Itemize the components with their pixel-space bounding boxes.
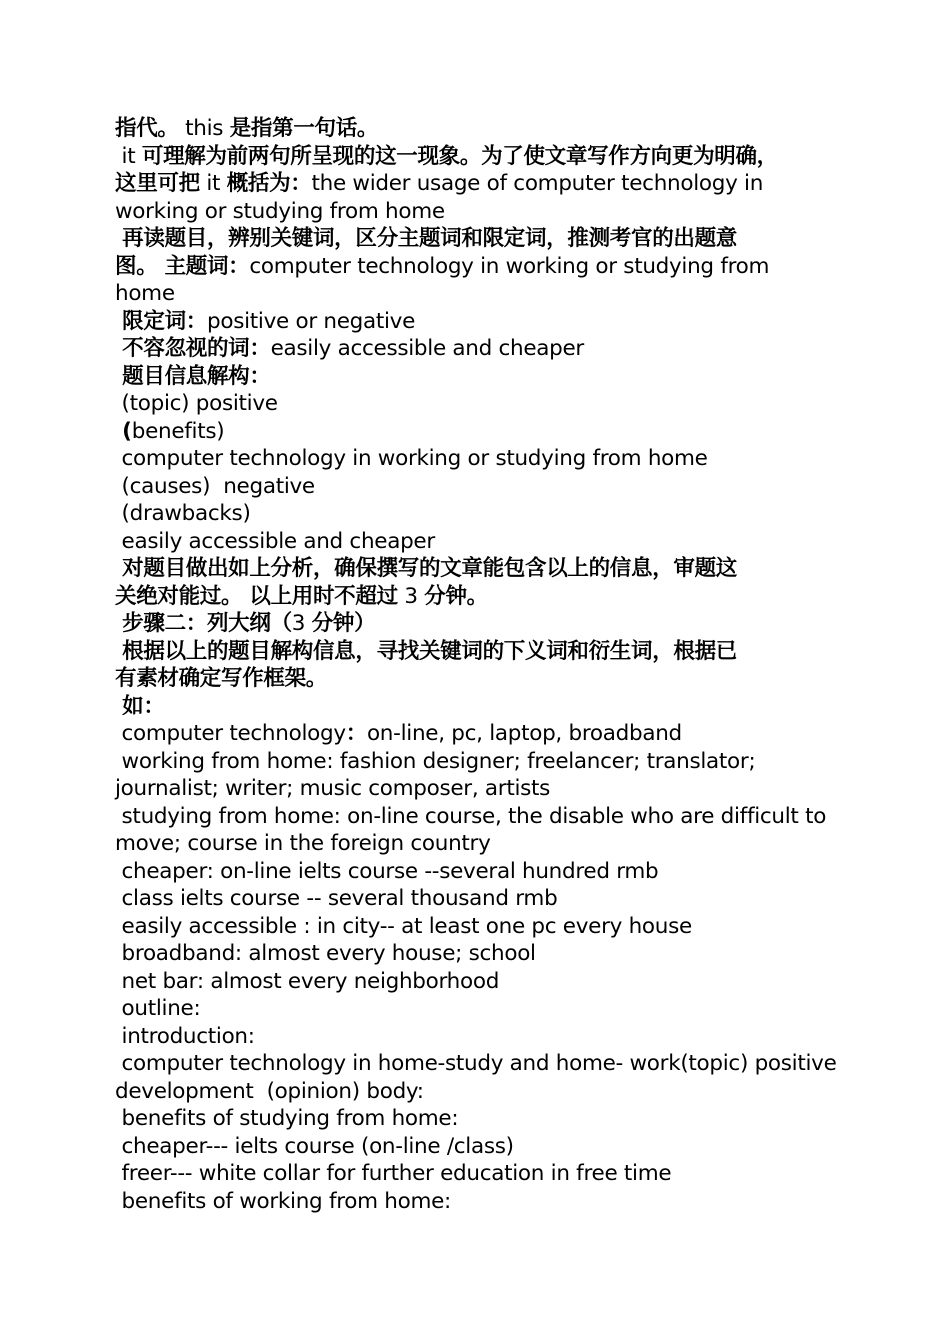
text-line — [115, 308, 845, 336]
text-line — [115, 1188, 845, 1216]
text-line — [115, 940, 845, 968]
text-line — [115, 555, 845, 583]
text-segment: positive or negative — [207, 308, 416, 334]
text-segment: freer--- white collar for further education in free time — [115, 1161, 672, 1186]
text-segment: computer technology in home-study and home- work(topic) positive — [115, 1051, 837, 1076]
text-segment: computer technology — [115, 721, 346, 746]
text-segment: home — [115, 281, 175, 306]
text-segment: cheaper--- ielts course (on-line /class) — [115, 1133, 514, 1159]
text-line — [115, 803, 845, 831]
text-line — [115, 225, 845, 253]
text-line — [115, 528, 845, 556]
text-line — [115, 583, 845, 611]
text-segment: easily accessible and cheaper — [270, 336, 584, 361]
bold-text-segment: 步骤二：列大纲（ — [115, 611, 292, 636]
text-segment: (causes) negative — [115, 473, 315, 499]
bold-text-segment: 分钟。 — [424, 583, 488, 609]
text-segment: easily accessible : in city-- at least one pc every house — [115, 913, 692, 939]
bold-text-segment: 概括为： — [226, 171, 312, 196]
text-line — [115, 1078, 845, 1106]
text-segment: easily accessible and cheaper — [115, 528, 435, 554]
text-line — [115, 665, 845, 693]
text-segment: class ielts course -- several thousand rmb — [115, 886, 558, 911]
text-segment: broadband: almost every house; school — [115, 941, 536, 966]
text-line — [115, 1023, 845, 1051]
text-segment: it — [199, 171, 227, 196]
text-segment: benefits of working from home: — [115, 1188, 452, 1214]
text-line — [115, 363, 845, 391]
text-line — [115, 418, 845, 446]
text-segment: working from home: fashion designer; freelancer; translator; — [115, 748, 756, 774]
bold-text-segment: 是指第一句话。 — [229, 116, 379, 141]
bold-text-segment: ： — [345, 721, 367, 746]
text-line — [115, 1050, 845, 1078]
text-segment: outline: — [115, 996, 201, 1021]
bold-text-segment: 有素材确定写作框架。 — [115, 666, 328, 691]
bold-text-segment: 再读题目，辨别关键词，区分主题词和限定词，推测考官的出题意 — [115, 226, 737, 251]
text-line — [115, 775, 845, 803]
text-segment: (drawbacks) — [115, 501, 251, 526]
text-line — [115, 995, 845, 1023]
bold-text-segment: 根据以上的题目解构信息，寻找关键词的下义词和衍生词，根据已 — [115, 638, 737, 664]
text-line — [115, 1160, 845, 1188]
bold-text-segment: 可理解为前两句所呈现的这一现象。为了使文章写作方向更为明确， — [141, 143, 778, 169]
text-segment: this — [178, 116, 230, 141]
text-line — [115, 885, 845, 913]
text-segment: introduction: — [115, 1023, 255, 1049]
text-line — [115, 748, 845, 776]
text-segment: benefits of studying from home: — [115, 1106, 459, 1131]
bold-text-segment: 图。 主题词： — [115, 253, 250, 279]
document-page — [115, 115, 845, 1215]
text-segment: development (opinion) body: — [115, 1078, 424, 1104]
text-line — [115, 830, 845, 858]
text-line — [115, 693, 845, 721]
bold-text-segment: ( — [115, 418, 132, 444]
text-line — [115, 610, 845, 638]
text-segment: 3 — [397, 583, 425, 609]
bold-text-segment: 指代。 — [115, 116, 179, 141]
bold-text-segment: 限定词： — [115, 308, 207, 334]
text-line — [115, 638, 845, 666]
text-line — [115, 115, 845, 143]
text-segment: working or studying from home — [115, 198, 445, 224]
bold-text-segment: 题目信息解构： — [115, 363, 271, 389]
text-segment: the wider usage of computer technology in — [311, 171, 764, 196]
text-line — [115, 1105, 845, 1133]
text-line — [115, 335, 845, 363]
text-segment: it — [115, 143, 142, 169]
text-line — [115, 170, 845, 198]
text-segment: net bar: almost every neighborhood — [115, 968, 500, 994]
text-line — [115, 720, 845, 748]
bold-text-segment: 不容忽视的词： — [115, 336, 271, 361]
text-segment: computer technology in working or studying from — [249, 253, 770, 279]
text-segment: 3 — [291, 611, 312, 636]
text-line — [115, 198, 845, 226]
text-segment: move; course in the foreign country — [115, 831, 491, 856]
text-line — [115, 280, 845, 308]
text-segment: studying from home: on-line course, the disable who are difficult to — [115, 803, 827, 829]
text-line — [115, 858, 845, 886]
text-line — [115, 473, 845, 501]
bold-text-segment: 对题目做出如上分析，确保撰写的文章能包含以上的信息，审题这 — [115, 556, 737, 581]
text-line — [115, 253, 845, 281]
text-segment: benefits) — [131, 418, 225, 444]
bold-text-segment: 关绝对能过。 以上用时不超过 — [115, 583, 398, 609]
text-segment: cheaper: on-line ielts course --several hundred rmb — [115, 858, 659, 884]
text-line — [115, 1133, 845, 1161]
text-line — [115, 968, 845, 996]
text-line — [115, 500, 845, 528]
bold-text-segment: 这里可把 — [115, 171, 200, 196]
text-line — [115, 445, 845, 473]
bold-text-segment: 如： — [115, 693, 165, 719]
text-line — [115, 390, 845, 418]
bold-text-segment: 分钟） — [311, 611, 376, 636]
text-line — [115, 913, 845, 941]
text-segment: computer technology in working or studying from home — [115, 446, 708, 471]
text-segment: on-line, pc, laptop, broadband — [366, 721, 682, 746]
text-line — [115, 143, 845, 171]
text-segment: (topic) positive — [115, 391, 278, 416]
text-segment: journalist; writer; music composer, artists — [115, 776, 551, 801]
